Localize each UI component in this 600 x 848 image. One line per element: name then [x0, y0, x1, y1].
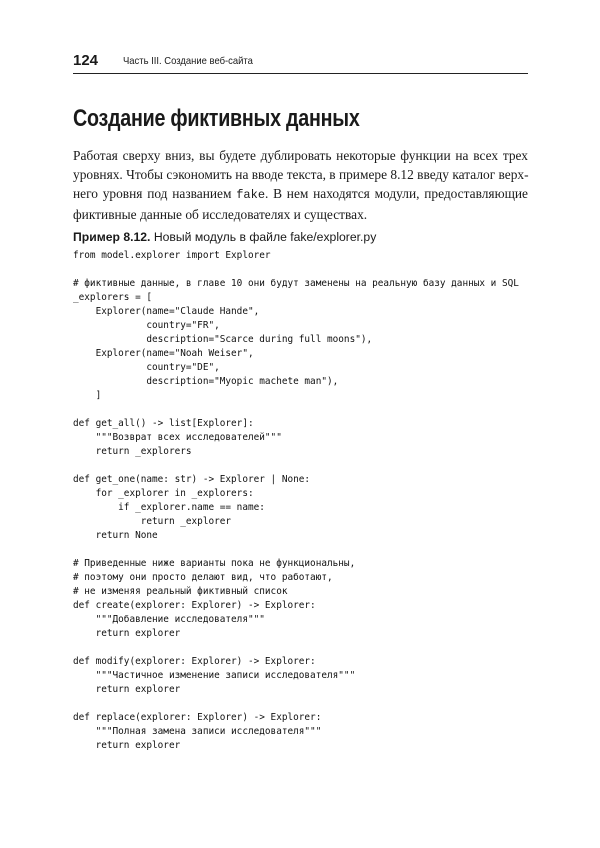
example-caption [73, 230, 376, 244]
code-line: # поэтому они просто делают вид, что работают, [73, 572, 333, 583]
code-line: # фиктивные данные, в главе 10 они будут заменены на реальную базу данных и SQL [73, 278, 519, 289]
header-rule [73, 73, 528, 74]
code-line: description="Scarce during full moons"), [73, 334, 373, 345]
page-number: 124 [73, 52, 99, 69]
code-line: return explorer [73, 684, 181, 695]
code-line: ] [73, 390, 102, 401]
code-line: # не изменяя реальный фиктивный список [73, 586, 288, 597]
paragraph-line: Работая сверху вниз, вы будете дублировать некоторые функции на всех трех [73, 148, 528, 163]
paragraph-text: него уровня под названием [73, 186, 237, 201]
inline-code-fake: fake [236, 188, 266, 202]
code-line: """Полная замена записи исследователя""" [73, 726, 322, 737]
chapter-title: Часть III. Создание веб-сайта [123, 55, 253, 67]
code-line: """Частичное изменение записи исследователя""" [73, 670, 356, 681]
code-listing [73, 249, 519, 753]
paragraph-line: уровнях. Чтобы сэкономить на вводе текста, в примере 8.12 введу каталог верх- [73, 167, 529, 182]
example-caption-text: Новый модуль в файле fake/explorer.py [150, 230, 377, 244]
code-line: def create(explorer: Explorer) -> Explorer: [73, 600, 316, 611]
code-line: """Возврат всех исследователей""" [73, 432, 282, 443]
code-line: return explorer [73, 740, 181, 751]
section-title: Создание фиктивных данных [73, 105, 360, 132]
code-line: for _explorer in _explorers: [73, 488, 254, 499]
code-line: description="Myopic machete man"), [73, 376, 339, 387]
code-line: if _explorer.name == name: [73, 502, 265, 513]
intro-paragraph [73, 146, 528, 224]
code-line: def modify(explorer: Explorer) -> Explorer: [73, 656, 316, 667]
code-line: """Добавление исследователя""" [73, 614, 265, 625]
paragraph-line: фиктивные данные об исследователях и существах. [73, 207, 368, 222]
code-line: country="FR", [73, 320, 220, 331]
running-header [73, 50, 528, 74]
code-line: def replace(explorer: Explorer) -> Explorer: [73, 712, 322, 723]
code-line: def get_all() -> list[Explorer]: [73, 418, 254, 429]
paragraph-line [73, 184, 528, 205]
code-line: from model.explorer import Explorer [73, 250, 271, 261]
code-line: # Приведенные ниже варианты пока не функциональны, [73, 558, 356, 569]
code-line: return explorer [73, 628, 181, 639]
example-label: Пример 8.12. [73, 230, 151, 244]
code-line: Explorer(name="Noah Weiser", [73, 348, 254, 359]
code-line: return None [73, 530, 158, 541]
code-line: country="DE", [73, 362, 220, 373]
paragraph-text: . В нем находятся модули, предоставляющие [265, 186, 528, 201]
code-line: _explorers = [ [73, 292, 153, 303]
code-line: return _explorer [73, 516, 232, 527]
code-line: def get_one(name: str) -> Explorer | None: [73, 474, 311, 485]
code-line: Explorer(name="Claude Hande", [73, 306, 260, 317]
code-line: return _explorers [73, 446, 192, 457]
